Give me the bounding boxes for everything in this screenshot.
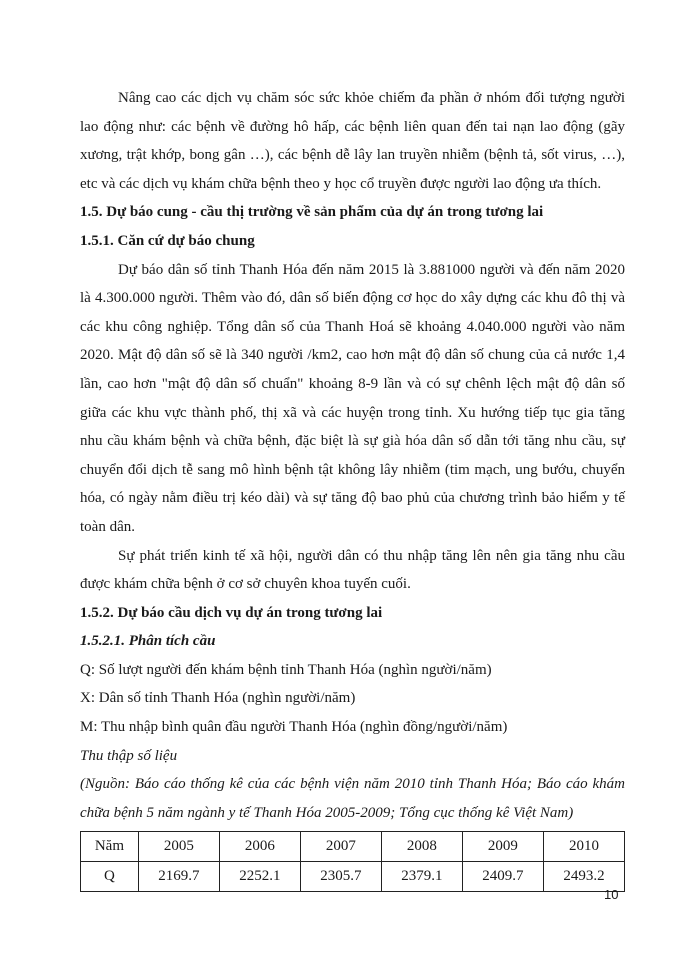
table-cell: 2009 <box>462 832 543 862</box>
definition-m: M: Thu nhập bình quân đầu người Thanh Hóa (nghìn đồng/người/năm) <box>80 719 508 736</box>
page-number: 10 <box>604 887 619 902</box>
heading-1-5-1: 1.5.1. Căn cứ dự báo chung <box>80 232 255 249</box>
table-row <box>81 862 625 892</box>
data-table <box>80 831 625 891</box>
page-content <box>80 84 625 892</box>
definition-x: X: Dân số tỉnh Thanh Hóa (nghìn người/năm) <box>80 690 356 707</box>
table-cell: 2305.7 <box>300 862 381 892</box>
collect-data-label: Thu thập số liệu <box>80 747 178 764</box>
table-cell: 2379.1 <box>381 862 462 892</box>
paragraph-health-services: Nâng cao các dịch vụ chăm sóc sức khỏe chiếm đa phần ở nhóm đối tượng người lao động như: các bệnh về đường hô hấp, các bệnh liên quan đến tai nạn lao động (gãy xương, trật khớp, bong gân …), các bệnh dễ lây lan truyền nhiễm (bệnh tả, sốt virus, …), etc và các dịch vụ khám chữa bệnh theo y học cổ truyền được người lao động ưa thích. <box>80 90 625 192</box>
table-cell: Q <box>81 862 139 892</box>
table-cell: 2409.7 <box>462 862 543 892</box>
definition-q: Q: Số lượt người đến khám bệnh tỉnh Thanh Hóa (nghìn người/năm) <box>80 661 492 678</box>
paragraph-population-forecast: Dự báo dân số tỉnh Thanh Hóa đến năm 2015 là 3.881000 người và đến năm 2020 là 4.300.000 người. Thêm vào đó, dân số biến động cơ học do xây dựng các khu đô thị và các khu công nghiệp. Tổng dân số của Thanh Hoá sẽ khoảng 4.040.000 người vào năm 2020. Mật độ dân số sẽ là 340 người /km2, cao hơn mật độ dân số chung của cả nước 1,4 lần, cao hơn "mật độ dân số chuẩn" khoảng 8-9 lần và có sự chênh lệch mật độ dân số giữa các khu vực thành phố, thị xã và các huyện trong tỉnh. Xu hướng tiếp tục gia tăng nhu cầu khám bệnh và chữa bệnh, đặc biệt là sự già hóa dân số dẫn tới tăng nhu cầu, sự chuyển đổi dịch tễ sang mô hình bệnh tật không lây nhiễm (tim mạch, ung bướu, chuyển hóa, có ngày nằm điều trị kéo dài) và sự tăng độ bao phủ của chương trình bảo hiểm y tế toàn dân. <box>80 261 625 535</box>
paragraph-economic-development: Sự phát triển kinh tế xã hội, người dân có thu nhập tăng lên nên gia tăng nhu cầu được khám chữa bệnh ở cơ sở chuyên khoa tuyến cuối. <box>80 547 625 593</box>
table-cell: 2252.1 <box>219 862 300 892</box>
heading-1-5-2: 1.5.2. Dự báo cầu dịch vụ dự án trong tương lai <box>80 604 383 621</box>
table-cell: 2493.2 <box>543 862 624 892</box>
table-cell: 2007 <box>300 832 381 862</box>
table-cell: 2169.7 <box>138 862 219 892</box>
table-cell: 2008 <box>381 832 462 862</box>
heading-1-5-2-1: 1.5.2.1. Phân tích cầu <box>80 633 216 650</box>
table-cell: 2006 <box>219 832 300 862</box>
table-cell: Năm <box>81 832 139 862</box>
table-cell: 2010 <box>543 832 624 862</box>
heading-1-5: 1.5. Dự báo cung - cầu thị trường về sản phẩm của dự án trong tương lai <box>80 204 544 221</box>
source-note: (Nguồn: Báo cáo thống kê của các bệnh viện năm 2010 tỉnh Thanh Hóa; Báo cáo khám chữa bệnh 5 năm ngành y tế Thanh Hóa 2005-2009; Tổng cục thống kê Việt Nam) <box>80 776 625 821</box>
table-cell: 2005 <box>138 832 219 862</box>
table-header-row <box>81 832 625 862</box>
